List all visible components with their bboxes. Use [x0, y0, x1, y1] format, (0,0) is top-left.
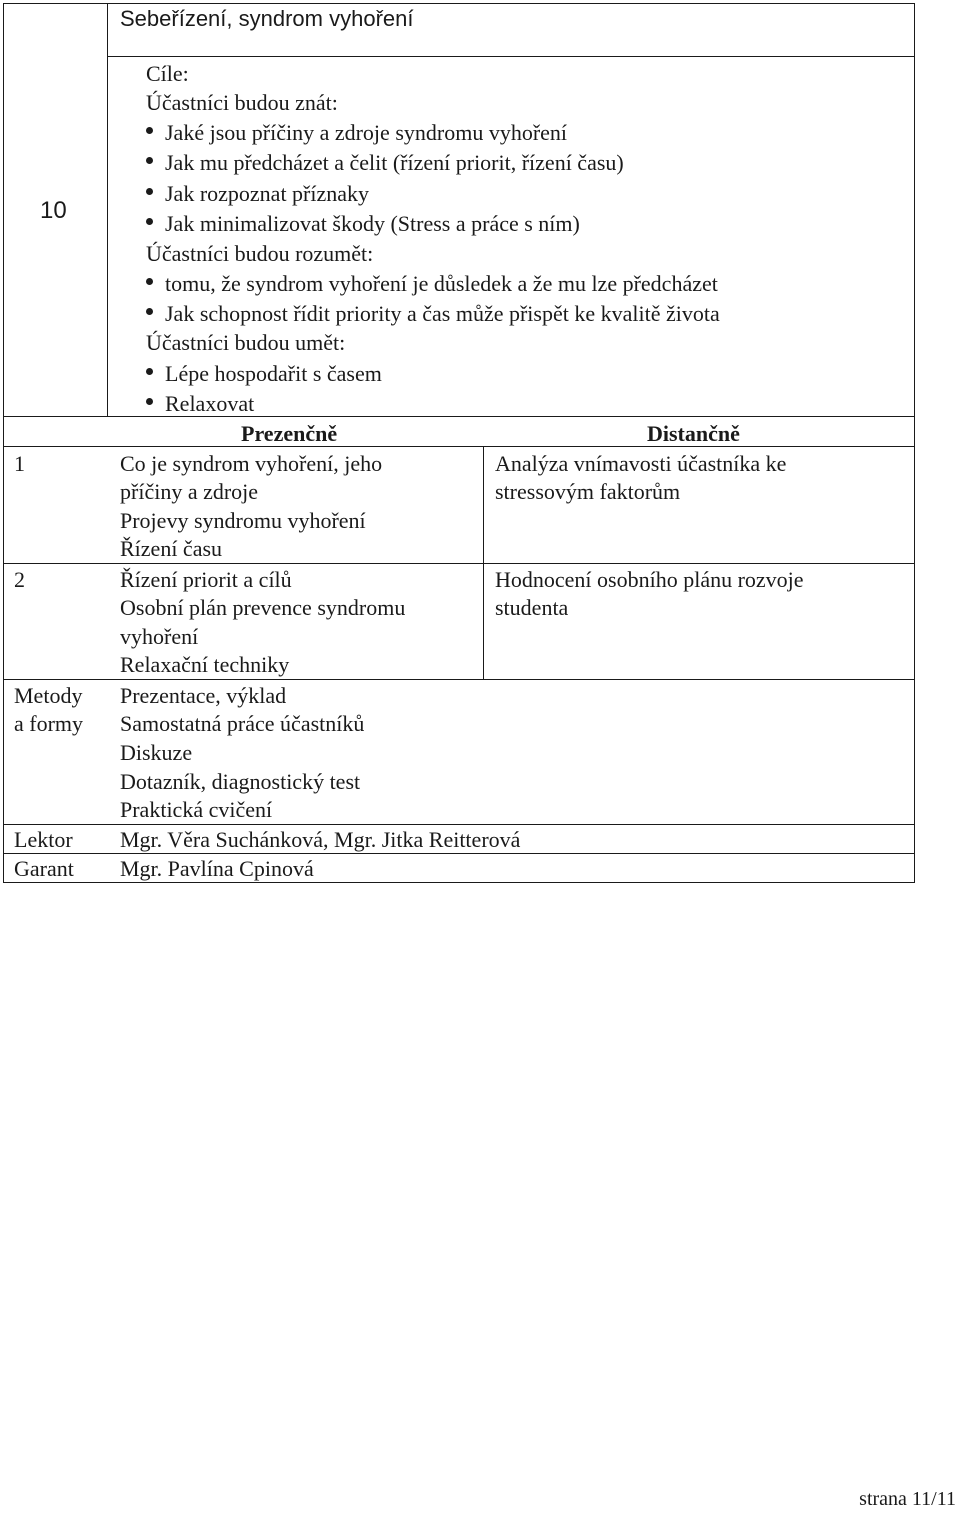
row2-bottom: [3, 679, 915, 680]
bullet-icon: [146, 398, 153, 405]
method-item: Samostatná práce účastníků: [120, 711, 365, 736]
present-line: Řízení času: [120, 536, 223, 561]
goal-item: Lépe hospodařit s časem: [165, 361, 382, 386]
method-item: Prezentace, výklad: [120, 683, 287, 708]
group-know-heading: Účastníci budou znát:: [146, 90, 338, 115]
row-number: 2: [14, 567, 25, 592]
distance-line: studenta: [495, 595, 569, 620]
present-line: vyhoření: [120, 624, 199, 649]
bullet-icon: [146, 218, 153, 225]
methods-label: a formy: [14, 711, 84, 736]
row-number: 1: [14, 451, 25, 476]
goal-item: Jaké jsou příčiny a zdroje syndromu vyhoření: [165, 120, 568, 145]
method-item: Dotazník, diagnostický test: [120, 769, 361, 794]
present-line: příčiny a zdroje: [120, 479, 259, 504]
bullet-icon: [146, 157, 153, 164]
goals-heading: Cíle:: [146, 61, 189, 86]
column-header-distance: Distančně: [647, 421, 740, 446]
goal-item: Jak rozpoznat příznaky: [165, 181, 370, 206]
goal-item: Relaxovat: [165, 391, 255, 416]
page-number: strana 11/11: [859, 1488, 956, 1510]
present-line: Osobní plán prevence syndromu: [120, 595, 406, 620]
method-item: Praktická cvičení: [120, 797, 273, 822]
lecturer-value: Mgr. Věra Suchánková, Mgr. Jitka Reitterová: [120, 827, 521, 852]
guarantor-label: Garant: [14, 856, 74, 881]
goal-item: Jak schopnost řídit priority a čas může přispět ke kvalitě života: [165, 301, 720, 326]
distance-line: stressovým faktorům: [495, 479, 681, 504]
title-row-divider: [107, 56, 915, 57]
bullet-icon: [146, 368, 153, 375]
lecturer-label: Lektor: [14, 827, 73, 852]
table-border-right: [914, 3, 915, 883]
goal-item: Jak minimalizovat škody (Stress a práce s ním): [165, 211, 580, 236]
goal-item: Jak mu předcházet a čelit (řízení priorit, řízení času): [165, 150, 624, 175]
module-number: 10: [40, 197, 67, 224]
group-understand-heading: Účastníci budou rozumět:: [146, 241, 374, 266]
guarantor-value: Mgr. Pavlína Cpinová: [120, 856, 314, 881]
methods-label: Metody: [14, 683, 83, 708]
module-title: Sebeřízení, syndrom vyhoření: [120, 6, 414, 31]
goals-row-bottom: [3, 416, 915, 417]
present-line: Projevy syndromu vyhoření: [120, 508, 366, 533]
module-column-divider: [107, 3, 108, 416]
column-header-present: Prezenčně: [241, 421, 338, 446]
bullet-icon: [146, 188, 153, 195]
present-line: Relaxační techniky: [120, 652, 290, 677]
method-item: Diskuze: [120, 740, 193, 765]
row1-bottom: [3, 563, 915, 564]
group-skills-heading: Účastníci budou umět:: [146, 330, 346, 355]
distance-line: Analýza vnímavosti účastníka ke: [495, 451, 787, 476]
bullet-icon: [146, 127, 153, 134]
bullet-icon: [146, 278, 153, 285]
present-line: Řízení priorit a cílů: [120, 567, 292, 592]
distance-line: Hodnocení osobního plánu rozvoje: [495, 567, 804, 592]
goal-item: tomu, že syndrom vyhoření je důsledek a že mu lze předcházet: [165, 271, 718, 296]
present-line: Co je syndrom vyhoření, jeho: [120, 451, 383, 476]
bullet-icon: [146, 308, 153, 315]
table-border-left: [3, 3, 4, 883]
header-row-bottom: [3, 446, 915, 447]
